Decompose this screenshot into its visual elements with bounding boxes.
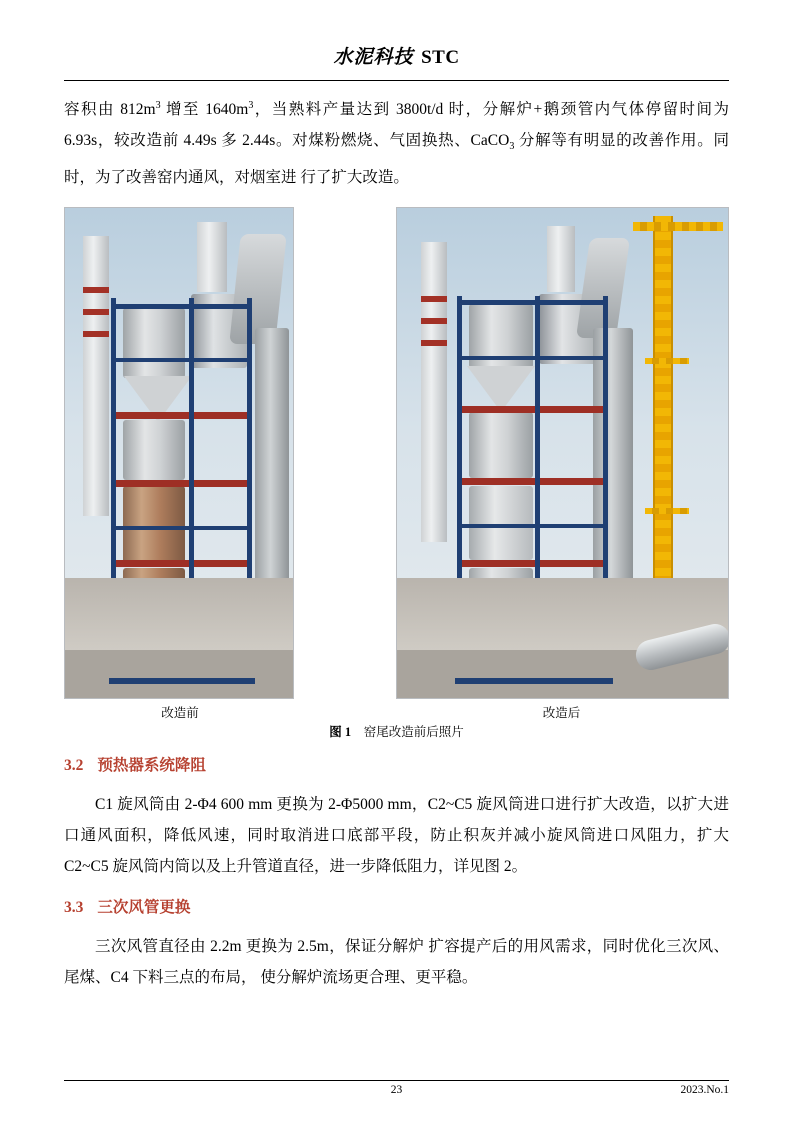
duct-riser xyxy=(197,222,227,292)
issue-label: 2023.No.1 xyxy=(680,1084,729,1096)
section-title-3-3: 三次风管更换 xyxy=(97,899,191,917)
para1-sub1: 3 xyxy=(509,141,515,153)
para1-seg1: 容积由 812m xyxy=(64,101,156,119)
frame-beam xyxy=(111,304,251,309)
section-title-3-2: 预热器系统降阻 xyxy=(97,757,206,775)
section-body-3-2: C1 旋风筒由 2-Φ4 600 mm 更换为 2-Φ5000 mm，C2~C5 旋风筒进口进行扩大改造，以扩大进口通风面积，降低风速，同时取消进口底部平段，防止积灰并减小旋风筒进口风阻力，扩大 C2~C5 旋风筒内筒以及上升管道直径，进一步降低阻力，详见图 2。 xyxy=(64,796,729,876)
chimney-stack xyxy=(421,242,447,542)
tower-crane-tie xyxy=(645,508,689,514)
cyclone-silo-1 xyxy=(123,308,185,378)
para1-sup2: 3 xyxy=(248,100,254,111)
section-body-3-3: 三次风管直径由 2.2m 更换为 2.5m，保证分解炉 扩容提产后的用风需求，同时优化三次风、尾煤、C4 下料三点的布局， 使分解炉流场更合理、更平稳。 xyxy=(64,938,729,987)
section-heading-3-2 xyxy=(64,752,729,780)
frame-base-beam xyxy=(109,678,255,684)
para1-seg4: 分解等有明显的改善作用。同时，为了改善窑内通风，对烟室进 行了扩大改造。 xyxy=(64,132,729,187)
figure-subcaptions xyxy=(64,703,729,721)
figure-image-row xyxy=(64,207,729,699)
para1-seg3: ，当熟料产量达到 3800t/d 时，分解炉+鹅颈管内气体停留时间为 6.93s，较改造前 4.49s 多 2.44s。对煤粉燃烧、气固换热、CaCO xyxy=(64,101,730,150)
figure-title xyxy=(64,722,729,740)
footer-row xyxy=(64,1084,729,1100)
caption-before: 改造前 xyxy=(161,706,199,721)
para1-sup1: 3 xyxy=(155,100,161,111)
page-header xyxy=(64,0,729,72)
footer-divider xyxy=(64,1080,729,1081)
header-divider xyxy=(64,80,729,81)
section-number-3-2: 3.2 xyxy=(64,757,84,775)
frame-beam xyxy=(111,526,251,530)
page-number: 23 xyxy=(390,1084,403,1096)
section-heading-3-3 xyxy=(64,894,729,922)
frame-beam-red xyxy=(111,480,251,487)
tower-crane-jib xyxy=(633,222,723,231)
frame-beam xyxy=(457,356,607,360)
figure-1 xyxy=(64,207,729,740)
cyclone-silo-2 xyxy=(469,412,533,478)
frame-beam xyxy=(457,524,607,528)
cyclone-silo-2 xyxy=(123,420,185,480)
tower-crane-tie xyxy=(645,358,689,364)
frame-beam-red xyxy=(111,560,251,567)
cyclone-silo-3 xyxy=(469,486,533,560)
page-footer xyxy=(64,1080,729,1100)
photo-ground-foreground xyxy=(65,650,293,698)
journal-title-en: STC xyxy=(421,47,460,68)
frame-beam xyxy=(111,358,251,362)
frame-base-beam xyxy=(455,678,613,684)
photo-after-retrofit xyxy=(396,207,729,699)
duct-riser xyxy=(547,226,575,292)
photo-before-retrofit xyxy=(64,207,294,699)
cyclone-silo-3 xyxy=(123,486,185,564)
frame-beam-red xyxy=(457,478,607,485)
figure-number: 图 1 xyxy=(329,725,352,740)
journal-title-cn: 水泥科技 xyxy=(333,46,414,68)
frame-beam xyxy=(457,300,607,305)
frame-beam-red xyxy=(457,406,607,413)
figure-title-text: 窑尾改造前后照片 xyxy=(363,725,464,740)
journal-title xyxy=(64,42,729,69)
section-number-3-3: 3.3 xyxy=(64,899,84,917)
paragraph-continuation xyxy=(64,90,729,193)
frame-beam-red xyxy=(111,412,251,419)
para1-seg2: 增至 1640m xyxy=(160,101,249,119)
frame-beam-red xyxy=(457,560,607,567)
caption-after: 改造后 xyxy=(542,706,581,721)
chimney-stack xyxy=(83,236,109,516)
